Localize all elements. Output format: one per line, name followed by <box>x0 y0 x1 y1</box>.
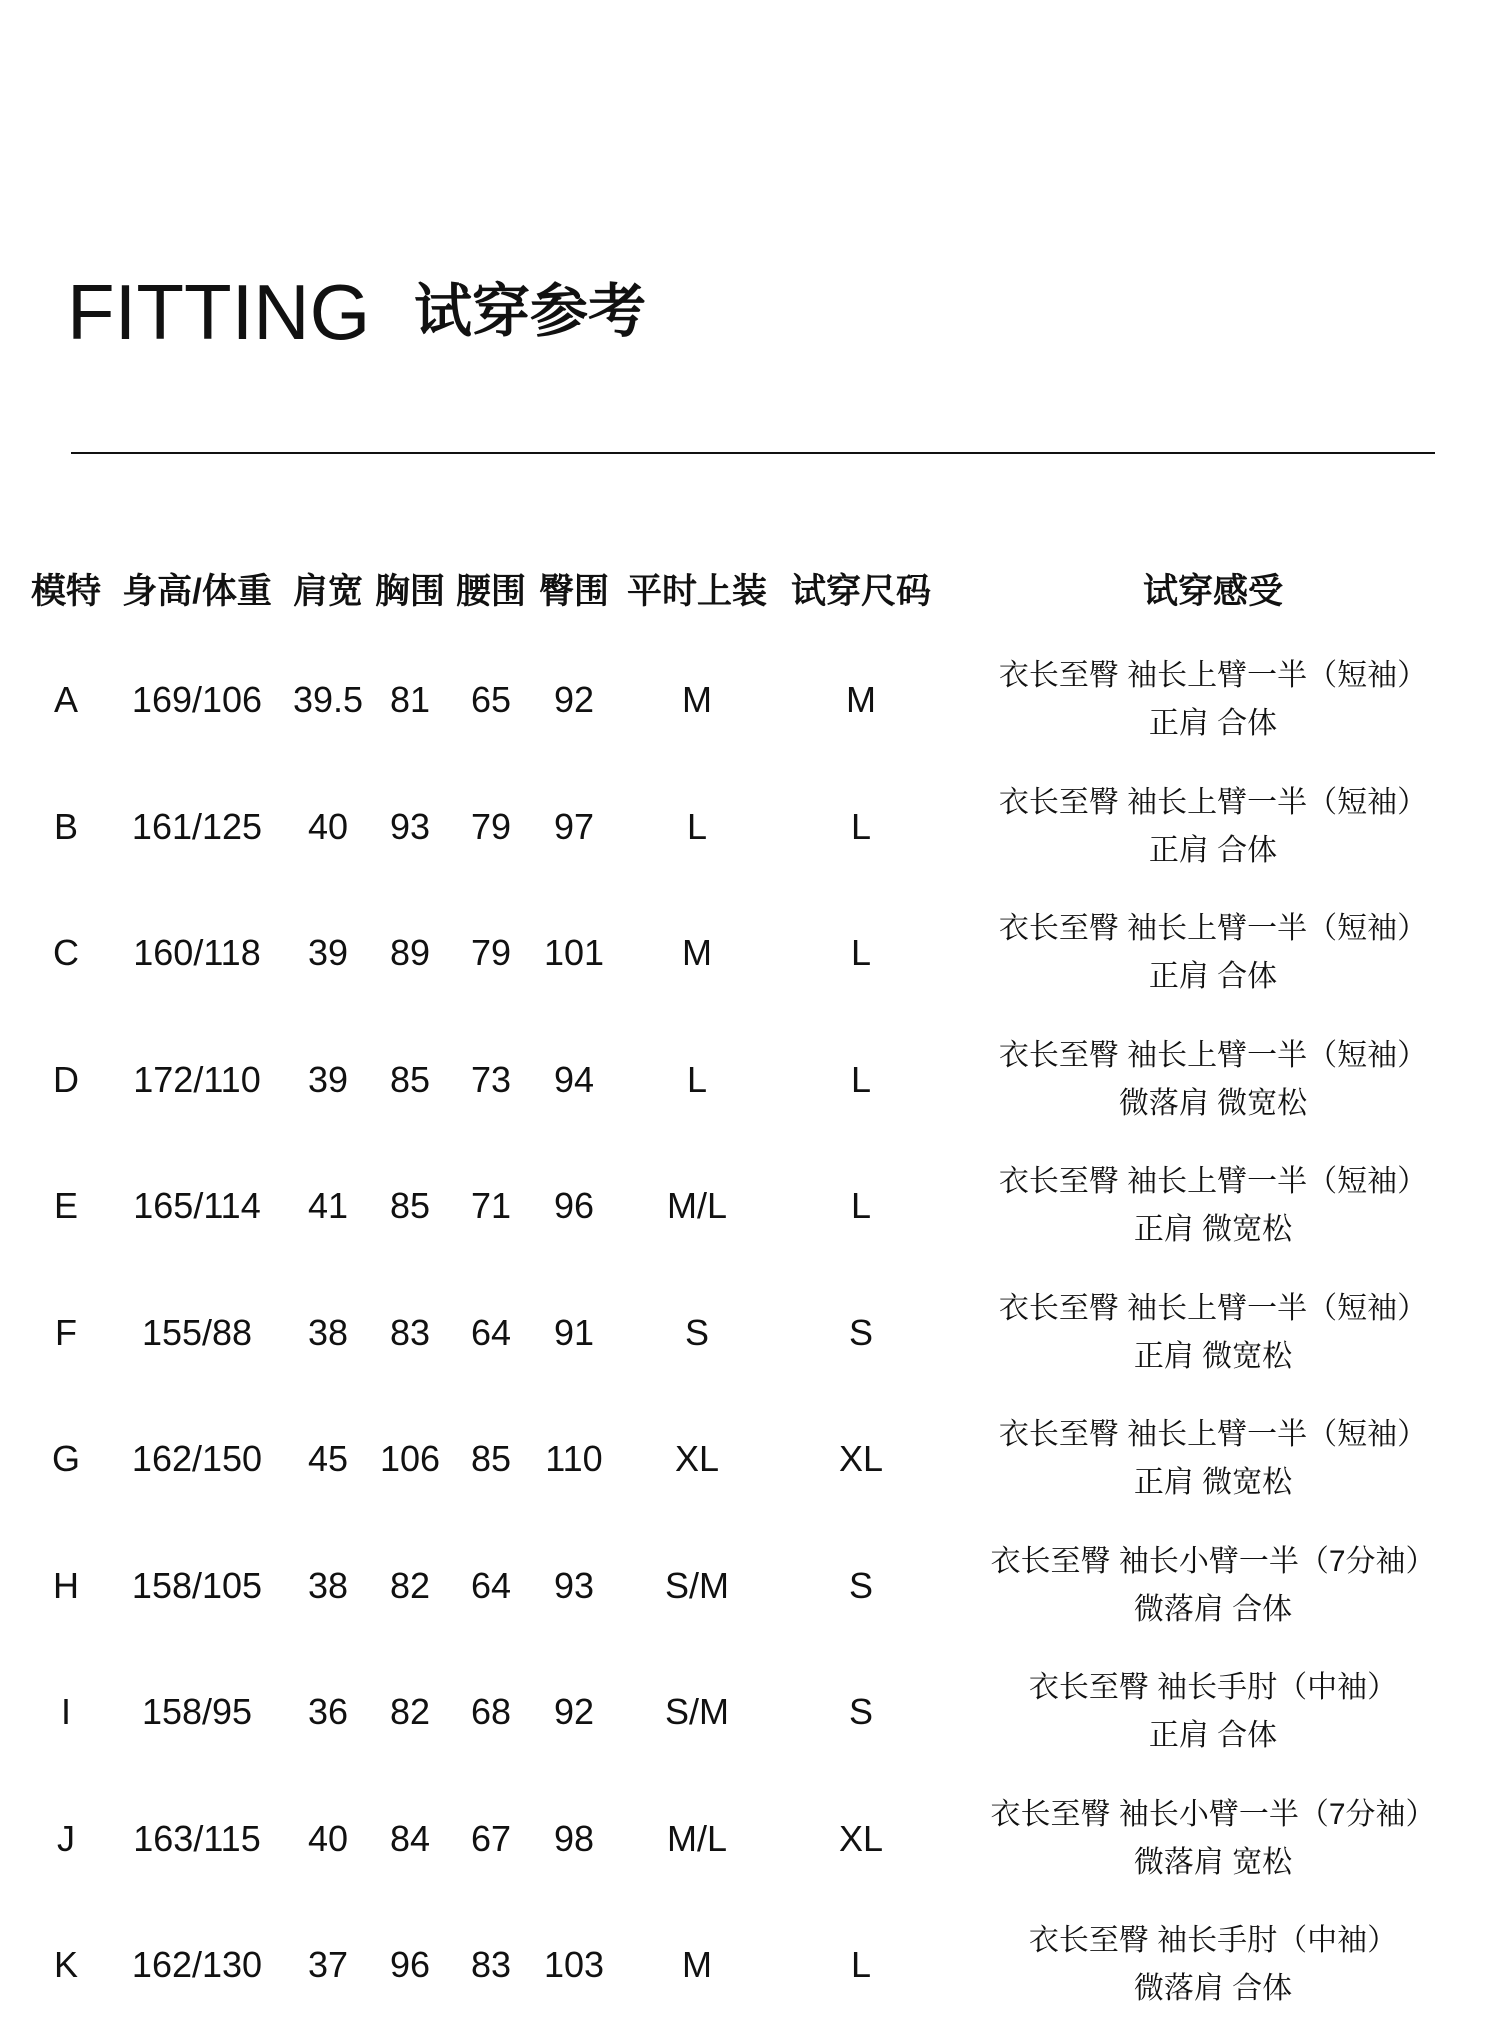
feeling-line-1: 衣长至臀 袖长上臂一半（短袖） <box>998 1418 1428 1451</box>
feeling-cell <box>999 779 1427 875</box>
height-weight-cell: 158/95 <box>141 1691 253 1732</box>
hip-cell: 94 <box>553 1058 595 1100</box>
feeling-line-2: 微落肩 微宽松 <box>1118 1086 1308 1120</box>
table-row <box>0 779 1500 875</box>
table-row <box>0 1917 1500 2013</box>
feeling-line-2: 正肩 合体 <box>1148 960 1278 993</box>
feeling-line-1: 衣长至臀 袖长上臂一半（短袖） <box>998 912 1428 945</box>
waist-cell: 68 <box>470 1691 512 1732</box>
feeling-line-1: 衣长至臀 袖长手肘（中袖） <box>1028 1671 1398 1704</box>
height-weight-cell: 161/125 <box>131 805 263 847</box>
usual-size-cell: M <box>682 1944 712 1985</box>
feeling-line-1: 衣长至臀 袖长小臂一半（7分袖） <box>990 1544 1436 1578</box>
feeling-line-1: 衣长至臀 袖长小臂一半（7分袖） <box>990 1797 1436 1831</box>
waist-cell: 73 <box>470 1058 512 1100</box>
try-size-cell: L <box>850 805 872 847</box>
shoulder-cell: 40 <box>307 805 349 847</box>
chest-cell: 81 <box>389 679 431 720</box>
table-row <box>0 1032 1500 1128</box>
usual-size-cell: M/L <box>666 1185 728 1226</box>
table-row <box>0 1664 1500 1760</box>
shoulder-cell: 39.5 <box>292 679 364 720</box>
shoulder-cell: 36 <box>307 1691 349 1732</box>
chest-cell: 82 <box>389 1691 431 1732</box>
waist-cell: 64 <box>470 1564 512 1606</box>
feeling-line-1: 衣长至臀 袖长上臂一半（短袖） <box>998 1165 1428 1198</box>
height-weight-cell: 163/115 <box>133 1817 261 1859</box>
feeling-cell <box>990 1538 1435 1634</box>
height-weight-cell: 158/105 <box>131 1564 263 1606</box>
shoulder-cell: 45 <box>307 1438 349 1479</box>
height-weight-cell: 160/118 <box>133 932 261 973</box>
shoulder-cell: 38 <box>307 1311 349 1353</box>
model-cell: B <box>53 805 79 847</box>
usual-size-cell: M <box>682 679 712 720</box>
waist-cell: 79 <box>470 805 512 847</box>
hip-cell: 103 <box>543 1944 605 1985</box>
page-title-chinese: 试穿参考 <box>414 279 647 344</box>
feeling-cell <box>1029 1664 1397 1760</box>
try-size-cell: XL <box>838 1817 884 1859</box>
feeling-line-1: 衣长至臀 袖长手肘（中袖） <box>1028 1924 1398 1957</box>
feeling-line-2: 正肩 微宽松 <box>1133 1339 1293 1373</box>
hip-cell: 93 <box>553 1564 595 1606</box>
shoulder-cell: 37 <box>307 1944 349 1985</box>
waist-cell: 79 <box>470 932 512 973</box>
feeling-line-2: 微落肩 合体 <box>1133 1592 1293 1626</box>
chest-cell: 85 <box>389 1058 431 1100</box>
model-cell: D <box>53 1058 79 1100</box>
model-cell: K <box>53 1944 79 1985</box>
feeling-line-2: 正肩 微宽松 <box>1133 1466 1293 1499</box>
chest-cell: 85 <box>389 1185 431 1226</box>
height-weight-cell: 155/88 <box>141 1311 253 1353</box>
header-try-size: 试穿尺码 <box>790 572 932 611</box>
hip-cell: 110 <box>545 1438 603 1479</box>
chest-cell: 83 <box>389 1311 431 1353</box>
feeling-line-1: 衣长至臀 袖长上臂一半（短袖） <box>998 659 1428 692</box>
table-header <box>0 572 1500 612</box>
height-weight-cell: 162/130 <box>131 1944 263 1985</box>
shoulder-cell: 41 <box>307 1185 349 1226</box>
chest-cell: 82 <box>389 1564 431 1606</box>
table-row <box>0 652 1500 748</box>
feeling-cell <box>990 1791 1435 1887</box>
header-waist: 腰围 <box>455 572 527 611</box>
header-feeling: 试穿感受 <box>1142 572 1284 611</box>
waist-cell: 67 <box>470 1817 512 1859</box>
header-hip: 臀围 <box>538 572 610 611</box>
try-size-cell: S <box>848 1311 874 1353</box>
shoulder-cell: 38 <box>307 1564 349 1606</box>
try-size-cell: M <box>846 679 876 720</box>
feeling-line-2: 正肩 合体 <box>1148 707 1278 740</box>
chest-cell: 89 <box>389 932 431 973</box>
chest-cell: 93 <box>389 805 431 847</box>
model-cell: E <box>53 1185 79 1226</box>
header-shoulder: 肩宽 <box>292 572 364 611</box>
hip-cell: 92 <box>553 679 595 720</box>
waist-cell: 83 <box>470 1944 512 1985</box>
shoulder-cell: 40 <box>307 1817 349 1859</box>
hip-cell: 96 <box>553 1185 595 1226</box>
usual-size-cell: S/M <box>664 1564 730 1606</box>
hip-cell: 97 <box>553 805 595 847</box>
hip-cell: 101 <box>543 932 605 973</box>
model-cell: A <box>53 679 79 720</box>
height-weight-cell: 172/110 <box>133 1058 261 1100</box>
feeling-line-2: 正肩 合体 <box>1148 1719 1278 1752</box>
table-row <box>0 1411 1500 1507</box>
usual-size-cell: S <box>684 1311 710 1353</box>
header-height-weight: 身高/体重 <box>122 572 272 611</box>
try-size-cell: L <box>850 932 872 973</box>
model-cell: F <box>55 1311 77 1353</box>
header-usual-size: 平时上装 <box>626 572 768 611</box>
feeling-cell <box>999 1411 1427 1507</box>
waist-cell: 65 <box>470 679 512 720</box>
waist-cell: 64 <box>470 1311 512 1353</box>
chest-cell: 106 <box>379 1438 441 1479</box>
table-row <box>0 1285 1500 1381</box>
feeling-cell <box>999 905 1427 1001</box>
feeling-line-1: 衣长至臀 袖长上臂一半（短袖） <box>998 1038 1428 1072</box>
hip-cell: 91 <box>553 1311 595 1353</box>
try-size-cell: L <box>850 1944 872 1985</box>
chest-cell: 84 <box>389 1817 431 1859</box>
hip-cell: 98 <box>553 1817 595 1859</box>
shoulder-cell: 39 <box>307 1058 349 1100</box>
model-cell: C <box>53 932 79 973</box>
feeling-cell <box>999 1032 1427 1128</box>
usual-size-cell: L <box>686 1058 708 1100</box>
table-body <box>0 652 1500 2013</box>
try-size-cell: L <box>850 1058 872 1100</box>
page-title-english: FITTING <box>67 268 371 356</box>
shoulder-cell: 39 <box>307 932 349 973</box>
title-divider <box>71 452 1435 454</box>
chest-cell: 96 <box>389 1944 431 1985</box>
feeling-line-2: 正肩 微宽松 <box>1133 1213 1293 1246</box>
feeling-cell <box>999 1285 1427 1381</box>
header-chest: 胸围 <box>374 572 446 611</box>
model-cell: G <box>51 1438 81 1479</box>
header-model: 模特 <box>30 572 102 611</box>
feeling-cell <box>1029 1917 1397 2013</box>
feeling-line-2: 微落肩 宽松 <box>1133 1845 1293 1879</box>
feeling-line-1: 衣长至臀 袖长上臂一半（短袖） <box>998 785 1428 819</box>
height-weight-cell: 162/150 <box>131 1438 263 1479</box>
usual-size-cell: S/M <box>664 1691 730 1732</box>
table-row <box>0 1158 1500 1254</box>
try-size-cell: XL <box>838 1438 884 1479</box>
try-size-cell: S <box>848 1691 874 1732</box>
hip-cell: 92 <box>553 1691 595 1732</box>
feeling-line-2: 正肩 合体 <box>1148 833 1278 867</box>
try-size-cell: L <box>850 1185 872 1226</box>
usual-size-cell: M/L <box>666 1817 728 1859</box>
waist-cell: 71 <box>470 1185 512 1226</box>
feeling-cell <box>999 1158 1427 1254</box>
height-weight-cell: 165/114 <box>133 1185 261 1226</box>
model-cell: I <box>60 1691 72 1732</box>
try-size-cell: S <box>848 1564 874 1606</box>
table-row <box>0 905 1500 1001</box>
feeling-line-2: 微落肩 合体 <box>1133 1972 1293 2005</box>
feeling-cell <box>999 652 1427 748</box>
height-weight-cell: 169/106 <box>131 679 263 720</box>
model-cell: J <box>57 1817 75 1859</box>
usual-size-cell: L <box>686 805 708 847</box>
table-row <box>0 1538 1500 1634</box>
waist-cell: 85 <box>470 1438 512 1479</box>
table-row <box>0 1791 1500 1887</box>
usual-size-cell: M <box>682 932 712 973</box>
usual-size-cell: XL <box>674 1438 720 1479</box>
model-cell: H <box>53 1564 79 1606</box>
feeling-line-1: 衣长至臀 袖长上臂一半（短袖） <box>998 1291 1428 1325</box>
